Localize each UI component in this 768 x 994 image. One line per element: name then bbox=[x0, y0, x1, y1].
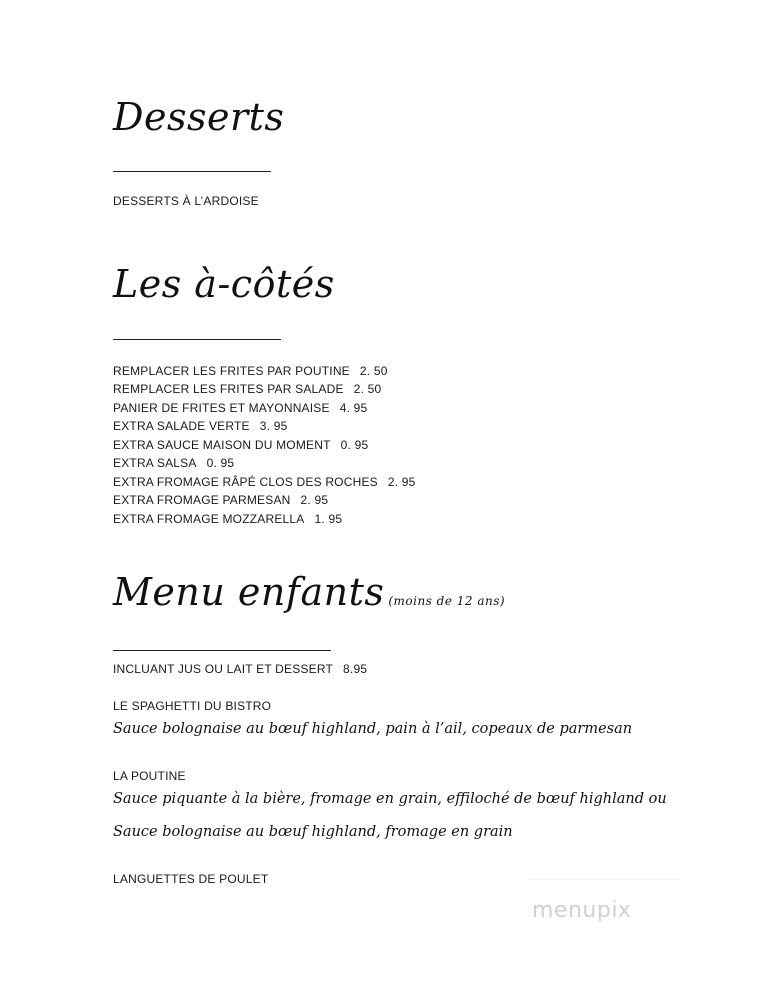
item-name: EXTRA SALADE VERTE bbox=[113, 419, 250, 433]
list-item bbox=[113, 399, 367, 417]
item-price: 0. 95 bbox=[206, 456, 235, 470]
kids-divider bbox=[113, 650, 331, 651]
item-name: REMPLACER LES FRITES PAR SALADE bbox=[113, 382, 344, 396]
sides-heading: Les à-côtés bbox=[113, 262, 335, 306]
item-name: EXTRA FROMAGE PARMESAN bbox=[113, 493, 291, 507]
item-name: EXTRA FROMAGE RÂPÉ CLOS DES ROCHES bbox=[113, 475, 378, 489]
list-item bbox=[113, 510, 342, 528]
item-price: 8.95 bbox=[343, 662, 368, 676]
desserts-divider bbox=[113, 171, 271, 172]
item-name: REMPLACER LES FRITES PAR POUTINE bbox=[113, 364, 350, 378]
kids-title: Menu enfants bbox=[113, 570, 385, 614]
list-item bbox=[113, 473, 416, 491]
list-item bbox=[113, 436, 368, 454]
item-name: EXTRA FROMAGE MOZZARELLA bbox=[113, 512, 305, 526]
item-price: 4. 95 bbox=[339, 401, 368, 415]
list-item bbox=[113, 454, 234, 472]
list-item bbox=[113, 380, 381, 398]
watermark-logo: menupix bbox=[532, 898, 632, 923]
watermark-decoration bbox=[530, 879, 680, 886]
kids-item-name: LANGUETTES DE POULET bbox=[113, 872, 269, 886]
kids-item-description: Sauce piquante à la bière, fromage en grain, effiloché de bœuf highland ou bbox=[113, 791, 667, 807]
item-name: PANIER DE FRITES ET MAYONNAISE bbox=[113, 401, 330, 415]
kids-item-name: LA POUTINE bbox=[113, 769, 186, 783]
kids-heading bbox=[113, 570, 505, 614]
item-price: 2. 95 bbox=[387, 475, 416, 489]
list-item bbox=[113, 491, 328, 509]
kids-intro bbox=[113, 660, 367, 678]
kids-item-description-2: Sauce bolognaise au bœuf highland, fromage en grain bbox=[113, 824, 513, 840]
kids-subtitle: (moins de 12 ans) bbox=[388, 594, 506, 608]
item-price: 3. 95 bbox=[259, 419, 288, 433]
sides-divider bbox=[113, 339, 281, 340]
item-name: EXTRA SAUCE MAISON DU MOMENT bbox=[113, 438, 331, 452]
desserts-heading: Desserts bbox=[113, 95, 285, 139]
item-name: EXTRA SALSA bbox=[113, 456, 197, 470]
item-price: 2. 50 bbox=[353, 382, 382, 396]
kids-item-name: LE SPAGHETTI DU BISTRO bbox=[113, 699, 272, 713]
item-price: 2. 50 bbox=[359, 364, 388, 378]
list-item bbox=[113, 362, 388, 380]
list-item bbox=[113, 417, 287, 435]
item-price: 0. 95 bbox=[340, 438, 369, 452]
item-price: 2. 95 bbox=[300, 493, 329, 507]
kids-item-description: Sauce bolognaise au bœuf highland, pain à l’ail, copeaux de parmesan bbox=[113, 721, 633, 737]
item-name: INCLUANT JUS OU LAIT ET DESSERT bbox=[113, 662, 334, 676]
desserts-item: DESSERTS À L’ARDOISE bbox=[113, 194, 259, 208]
item-price: 1. 95 bbox=[314, 512, 343, 526]
